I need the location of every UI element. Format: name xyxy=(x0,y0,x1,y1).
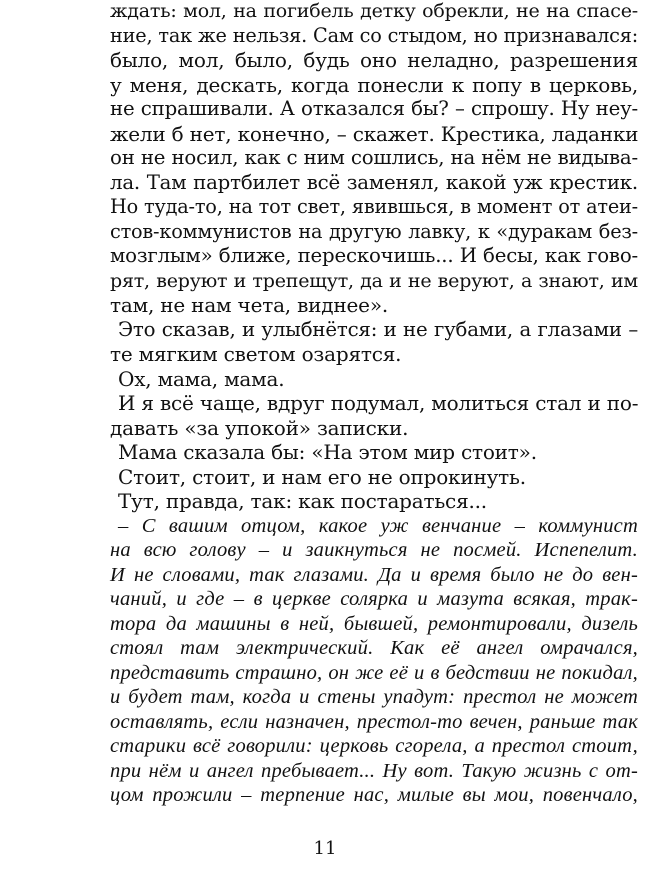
text-line: старики всё говорили: церковь сгорела, а престол стоит, xyxy=(110,735,638,757)
text-line: ла. Там партбилет всё заменял, какой уж крестик. xyxy=(110,170,638,194)
text-line: Мама сказала бы: «На этом мир стоит». xyxy=(118,440,537,464)
text-line: мозглым» ближе, перескочишь... И бесы, как гово- xyxy=(110,244,638,267)
text-line: было, мол, было, будь оно неладно, разрешения xyxy=(110,48,638,72)
text-line: те мягким светом озарятся. xyxy=(110,342,402,366)
text-line: стоял там электрический. Как её ангел омрачался, xyxy=(110,637,638,659)
text-line: при нём и ангел пребывает... Ну вот. Такую жизнь с от- xyxy=(110,759,638,782)
text-line: оставлять, если назначен, престол-то вечен, раньше так xyxy=(110,710,638,733)
text-line: чаний, и где – в церкве солярка и мазута всякая, трак- xyxy=(110,588,638,610)
text-line: Тут, правда, так: как постараться... xyxy=(118,489,487,513)
text-line: Ох, мама, мама. xyxy=(118,366,285,391)
text-line: не спрашивали. А отказался бы? – спрошу. Ну неу- xyxy=(110,97,638,120)
text-line: Но туда-то, на тот свет, явившься, в момент от атеи- xyxy=(110,195,638,218)
text-line: ждать: мол, на погибель детку обрекли, не на спасе- xyxy=(110,0,638,22)
text-line: И не словами, так глазами. Да и время было не до вен- xyxy=(110,563,638,586)
text-line: Это сказав, и улыбнётся: и не губами, а глазами – xyxy=(118,317,638,341)
text-line: рят, веруют и трепещут, да и не веруют, а знают, им xyxy=(110,269,638,292)
text-line: давать «за упокой» записки. xyxy=(110,415,409,440)
page-number: 11 xyxy=(313,838,337,859)
text-line: И я всё чаще, вдруг подумал, молиться стал и по- xyxy=(118,391,639,415)
text-line: он не носил, как с ним сошлись, на нём не видыва- xyxy=(110,146,638,169)
text-line: Стоит, стоит, и нам его не опрокинуть. xyxy=(118,464,526,489)
text-line: у меня, дескать, когда понесли к попу в церковь, xyxy=(110,72,638,97)
text-line: там, не нам чета, виднее». xyxy=(110,293,389,317)
body-text xyxy=(110,0,638,808)
text-line: жели б нет, конечно, – скажет. Крестика, ладанки xyxy=(110,121,639,146)
text-line: цом прожили – терпение нас, милые вы мои, повенчало, xyxy=(110,784,638,806)
text-line: ние, так же нельзя. Сам со стыдом, но признавался: xyxy=(110,23,638,47)
text-line: представить страшно, он же её и в бедствии не покидал, xyxy=(110,661,638,684)
text-line: тора да машины в ней, бывшей, ремонтировали, дизель xyxy=(110,612,638,635)
text-line: стов-коммунистов на другую лавку, к «дуракам без- xyxy=(110,219,638,243)
text-line: и будет там, когда и стены упадут: престол не может xyxy=(110,686,638,708)
text-line: – С вашим отцом, какое уж венчание – коммунист xyxy=(118,514,638,537)
text-line: на всю голову – и заикнуться не посмей. Испепелит. xyxy=(110,539,638,561)
